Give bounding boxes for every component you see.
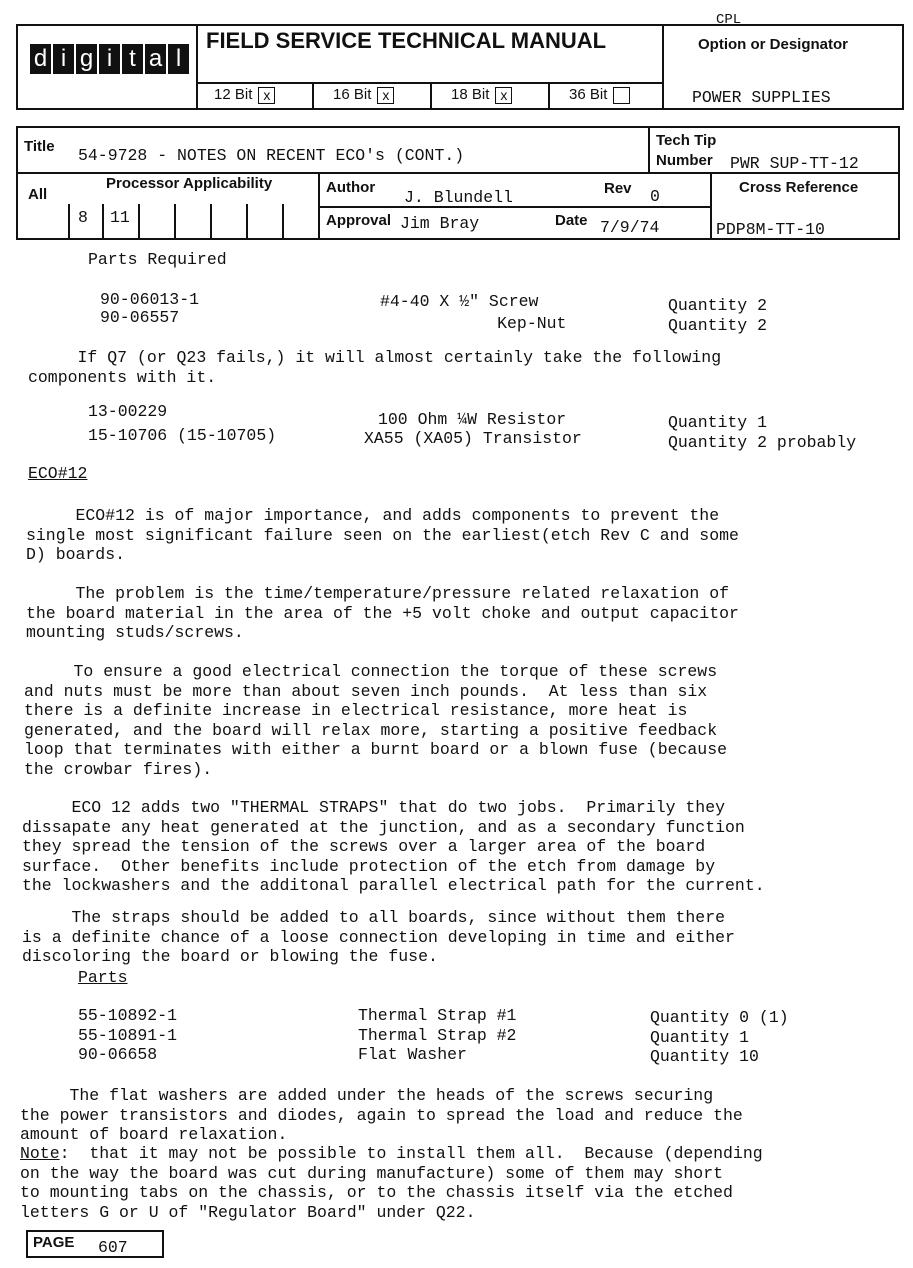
q7-paragraph: If Q7 (or Q23 fails,) it will almost certainly take the following components with it. bbox=[28, 348, 722, 387]
bit-16: 16 Bit x bbox=[333, 86, 394, 104]
part-desc: Flat Washer bbox=[358, 1045, 467, 1064]
approval-label: Approval bbox=[326, 212, 392, 229]
part-desc: XA55 (XA05) Transistor bbox=[364, 429, 582, 448]
eco-paragraph-5: The straps should be added to all boards, since without them there is a definite chance of a loose connection developing in time and either discoloring the board or blowing the fuse. bbox=[22, 908, 735, 966]
approval-value: Jim Bray bbox=[400, 214, 480, 233]
author-value: J. Blundell bbox=[404, 188, 513, 207]
page-number: 607 bbox=[98, 1238, 128, 1257]
part-desc: 100 Ohm ¼W Resistor bbox=[378, 410, 567, 429]
processor-8: 8 bbox=[78, 208, 88, 227]
part-desc: #4-40 X ½" Screw bbox=[380, 292, 539, 311]
bit-12: 12 Bit x bbox=[214, 86, 275, 104]
washer-paragraph: The flat washers are added under the heads of the screws securing the power transistors and diodes, again to spread the load and reduce the amount of board relaxation. bbox=[20, 1086, 743, 1144]
date-label: Date bbox=[555, 212, 588, 229]
eco-heading: ECO#12 bbox=[28, 464, 88, 483]
eco-paragraph-1: ECO#12 is of major importance, and adds components to prevent the single most significant failure seen on the earliest(etch Rev C and some D) boards. bbox=[26, 506, 739, 564]
part-num: 90-06557 bbox=[100, 308, 180, 327]
part-qty: Quantity 2 probably bbox=[668, 433, 857, 452]
rev-label: Rev bbox=[604, 180, 632, 197]
cpl-mark: CPL bbox=[716, 12, 742, 28]
techtip-label: Tech Tip bbox=[656, 132, 717, 149]
note-label: Note bbox=[20, 1144, 60, 1163]
title-label: Title bbox=[24, 138, 55, 155]
part-qty: Quantity 1 bbox=[668, 413, 768, 432]
digital-logo: d i g i t a l bbox=[30, 44, 191, 74]
part-desc: Thermal Strap #2 bbox=[358, 1026, 517, 1045]
crossref-value: PDP8M-TT-10 bbox=[716, 220, 825, 239]
part-qty: Quantity 0 (1) bbox=[650, 1008, 789, 1027]
eco-paragraph-2: The problem is the time/temperature/pressure related relaxation of the board material in the area of the +5 volt choke and output capacitor mounting studs/screws. bbox=[26, 584, 739, 642]
all-label: All bbox=[28, 186, 48, 203]
crossref-label: Cross Reference bbox=[739, 179, 859, 196]
processor-11: 11 bbox=[110, 208, 130, 227]
note-paragraph: Note: that it may not be possible to install them all. Because (depending on the way the board was cut during manufacture) some of them may short to mounting tabs on the chassis, or to the chassis itself via the etched letters G or U of "Regulator Board" under Q22. bbox=[20, 1144, 763, 1222]
rev-value: 0 bbox=[650, 187, 660, 206]
part-desc: Kep-Nut bbox=[408, 314, 567, 333]
eco-paragraph-3: To ensure a good electrical connection the torque of these screws and nuts must be more than about seven inch pounds. At less than six there is a definite increase in electrical resistance, more heat is generated, and the board will relax more, starting a positive feedback loop that terminates with either a burnt board or a blown fuse (because the crowbar fires). bbox=[24, 662, 728, 779]
option-value: POWER SUPPLIES bbox=[692, 88, 831, 107]
part-qty: Quantity 10 bbox=[650, 1047, 759, 1066]
title-value: 54-9728 - NOTES ON RECENT ECO's (CONT.) bbox=[78, 146, 465, 165]
part-qty: Quantity 1 bbox=[650, 1028, 750, 1047]
part-desc: Thermal Strap #1 bbox=[358, 1006, 517, 1025]
part-num: 55-10891-1 bbox=[78, 1026, 178, 1045]
techtip-number-label: Number bbox=[656, 152, 713, 169]
eco-paragraph-4: ECO 12 adds two "THERMAL STRAPS" that do two jobs. Primarily they dissapate any heat generated at the junction, and as a secondary function they spread the tension of the screws over a larger area of the board surface. Other benefits include protection of the etch from damage by the lockwashers and the additonal parallel electrical path for the current. bbox=[22, 798, 765, 895]
author-label: Author bbox=[326, 179, 376, 196]
page-label: PAGE bbox=[33, 1234, 75, 1251]
bit-36: 36 Bit bbox=[569, 86, 630, 104]
part-num: 90-06658 bbox=[78, 1045, 158, 1064]
part-num: 15-10706 (15-10705) bbox=[88, 426, 277, 445]
part-num: 55-10892-1 bbox=[78, 1006, 178, 1025]
date-value: 7/9/74 bbox=[600, 218, 660, 237]
techtip-value: PWR SUP-TT-12 bbox=[730, 154, 859, 173]
manual-title: FIELD SERVICE TECHNICAL MANUAL bbox=[206, 28, 607, 53]
bit-18: 18 Bit x bbox=[451, 86, 512, 104]
part-qty: Quantity 2 bbox=[668, 316, 768, 335]
part-num: 90-06013-1 bbox=[100, 290, 200, 309]
parts-heading: Parts bbox=[78, 968, 128, 987]
processor-label: Processor Applicability bbox=[106, 175, 273, 192]
part-num: 13-00229 bbox=[88, 402, 168, 421]
part-qty: Quantity 2 bbox=[668, 296, 768, 315]
option-label: Option or Designator bbox=[698, 36, 848, 53]
parts-required-heading: Parts Required bbox=[88, 250, 227, 269]
